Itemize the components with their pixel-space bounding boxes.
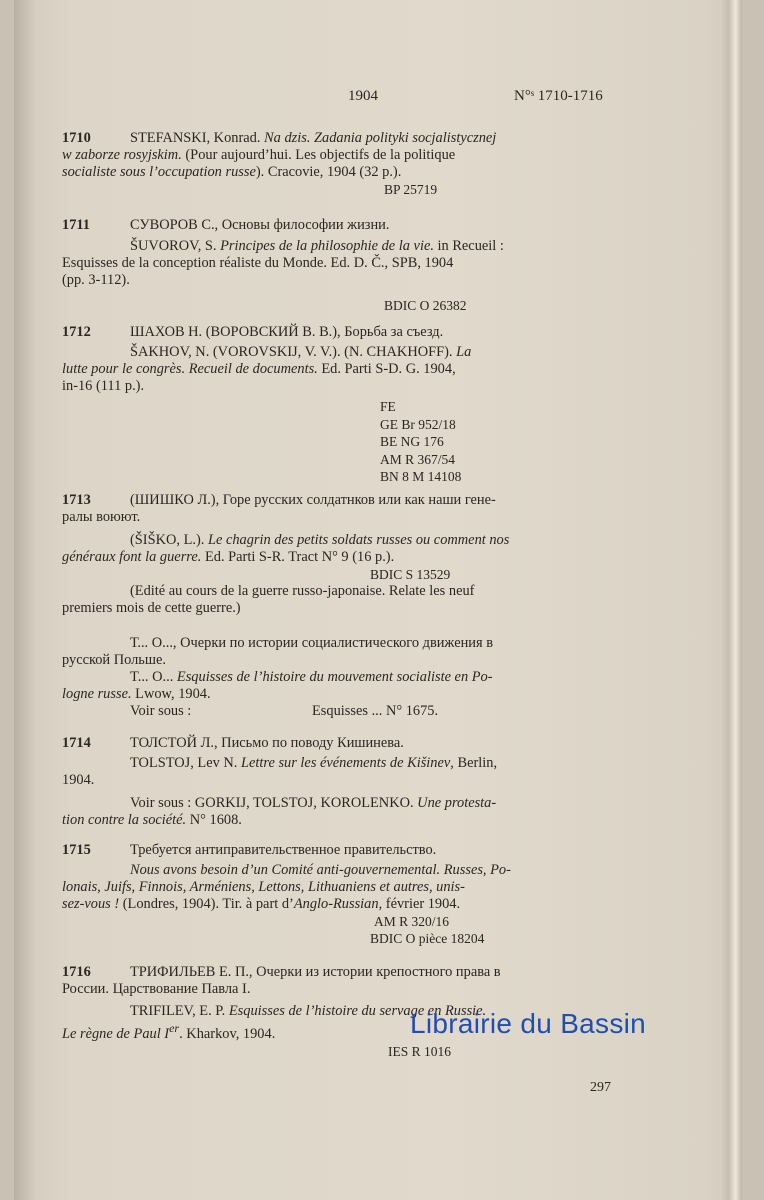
title-cont: Le règne de Paul I [62, 1025, 170, 1042]
imprint: (Londres, 1904). Tir. à part d’ [119, 896, 294, 912]
entry-1715 [62, 842, 632, 947]
referenced-title-cont: tion contre la société. [62, 812, 187, 828]
author: ŠAKHOV, N. (VOROVSKIJ, V. V.). (N. CHAKHOFF). [130, 344, 457, 360]
note: (Edité au cours de la guerre russo-japonaise. Relate les neuf [130, 583, 475, 599]
book-spine-edge [720, 0, 742, 1200]
entry-t-o [62, 635, 632, 720]
title: Le chagrin des petits soldats russes ou comment nos [207, 532, 510, 548]
title-cont: lonais, Juifs, Finnois, Arméniens, Lettons, Lithuaniens et autres, unis- [62, 879, 465, 895]
russian-title: (ШИШКО Л.), Горе русских солдатнков или как наши гене- [130, 492, 496, 508]
author: T... O... [130, 669, 177, 685]
entry-1711 [62, 217, 632, 314]
translation: (Pour aujourd’hui. Les objectifs de la politique [181, 147, 456, 163]
referenced-title: Une protesta- [417, 795, 497, 811]
russian-title: Требуется антиправительственное правительство. [130, 842, 437, 858]
entry-number: 1713 [62, 492, 91, 508]
see-under-label: Voir sous : [130, 703, 192, 719]
russian-title: ШАХОВ Н. (ВОРОВСКИЙ В. В.), Борьба за съезд. [130, 324, 444, 340]
title: Nous avons besoin d’un Comité anti-gouvernemental. Russes, Po- [130, 862, 511, 878]
title-cont: généraux font la guerre. [62, 549, 202, 565]
watermark-text: Librairie du Bassin [410, 1008, 647, 1039]
entry-1712 [62, 324, 632, 484]
imprint: Ed. Parti S-R. Tract N° 9 (16 p.). [201, 549, 395, 565]
entry-number: 1715 [62, 842, 91, 858]
see-under: Voir sous : GORKIJ, TOLSTOJ, KOROLENKO. [130, 795, 418, 811]
title-cont: logne russe. [62, 686, 132, 702]
imprint: , Berlin, [450, 755, 498, 771]
title: Principes de la philosophie de la vie. [220, 238, 434, 254]
entry-number: 1712 [62, 324, 91, 340]
cross-reference: N° 1608. [186, 812, 242, 828]
russian-title: ТОЛСТОЙ Л., Письмо по поводу Кишинева. [130, 735, 404, 751]
russian-title-cont: русской Польше. [62, 652, 166, 668]
shelfmark: BDIC O 26382 [384, 298, 467, 313]
title: Esquisses de l’histoire du servage en Russie. [228, 1003, 487, 1019]
location-list [380, 398, 461, 486]
imprint: Ed. Parti S-D. G. 1904, [317, 361, 456, 377]
imprint: . Kharkov, 1904. [179, 1025, 276, 1042]
note-cont: premiers mois de cette guerre.) [62, 600, 241, 616]
title-cont: sez-vous ! [62, 896, 120, 912]
title: Lettre sur les événements de Kišinev [241, 755, 451, 771]
periodical: Anglo-Russian [293, 896, 379, 912]
location: BN 8 M 14108 [380, 469, 462, 484]
shelfmark: BDIC S 13529 [370, 567, 451, 582]
entry-number: 1716 [62, 964, 91, 980]
cross-reference: Esquisses ... N° 1675. [312, 703, 439, 719]
entry-1710 [62, 130, 632, 198]
location: FE [380, 399, 396, 414]
shelfmark: IES R 1016 [388, 1043, 452, 1059]
entry-number: 1714 [62, 735, 91, 751]
shelfmark: BDIC O pièce 18204 [370, 931, 485, 946]
author: (ŠIŠKO, L.). [130, 532, 208, 548]
imprint-cont: 1904. [62, 772, 95, 788]
russian-title: Т... О..., Очерки по истории социалистического движения в [130, 635, 493, 651]
imprint-cont: Esquisses de la conception réaliste du Monde. Ed. D. Č., SPB, 1904 [62, 255, 454, 271]
entry-1714 [62, 735, 632, 829]
imprint: ). Cracovie, 1904 (32 p.). [255, 164, 402, 180]
imprint-date: , février 1904. [378, 896, 461, 912]
shelfmark: AM R 320/16 [374, 914, 450, 929]
ordinal-suffix: er [169, 1021, 180, 1035]
location: GE Br 952/18 [380, 416, 456, 432]
title: La [456, 344, 472, 360]
title: Na dzis. Zadania polityki socjalistycznej [264, 130, 497, 146]
page-number: 297 [590, 1080, 611, 1095]
header-entry-range: N°ˢ 1710-1716 [514, 88, 603, 104]
title-cont: w zaborze rosyjskim. [62, 147, 182, 163]
author: STEFANSKI, Konrad. [130, 130, 265, 146]
entry-number: 1710 [62, 130, 91, 146]
translation-cont: socialiste sous l’occupation russe [62, 164, 256, 180]
russian-title: СУВОРОВ С., Основы философии жизни. [130, 217, 390, 233]
imprint: in Recueil : [433, 238, 504, 254]
shelfmark: BP 25719 [384, 182, 438, 197]
author: TRIFILEV, E. P. [130, 1003, 229, 1019]
pages: (pp. 3-112). [62, 272, 130, 288]
russian-title-cont: ралы воюют. [62, 509, 141, 525]
location: AM R 367/54 [380, 451, 456, 467]
russian-title: ТРИФИЛЬЕВ Е. П., Очерки из истории крепостного права в [130, 964, 501, 980]
title: Esquisses de l’histoire du mouvement socialiste en Po- [176, 669, 493, 685]
location: BE NG 176 [380, 434, 444, 449]
format-pages: in-16 (111 p.). [62, 378, 145, 394]
header-year: 1904 [348, 88, 378, 104]
entry-number: 1711 [62, 217, 90, 233]
title-cont: lutte pour le congrès. Recueil de documents. [62, 361, 318, 377]
author: ŠUVOROV, S. [130, 238, 221, 254]
entry-1713 [62, 492, 632, 617]
imprint: Lwow, 1904. [131, 686, 211, 702]
author: TOLSTOJ, Lev N. [130, 755, 241, 771]
russian-title-cont: России. Царствование Павла I. [62, 981, 251, 997]
